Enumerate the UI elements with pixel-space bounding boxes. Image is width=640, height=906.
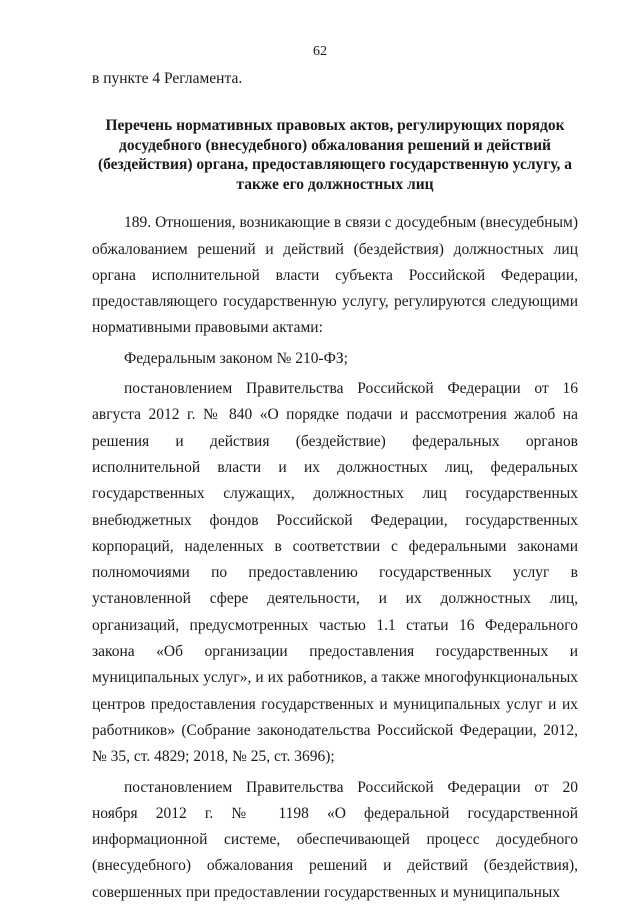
section-heading: Перечень нормативных правовых актов, регулирующих порядок досудебного (внесудебного) обжалования решений и действий (бездействия) органа, предоставляющего государственную услугу, а также его должностных лиц <box>97 117 573 193</box>
page-number: 62 <box>313 44 327 59</box>
paragraph-189: 189. Отношения, возникающие в связи с досудебным (внесудебным) обжалованием решений и действий (бездействия) должностных лиц органа исполнительной власти субъекта Российской Федерации, предоставляющего государственную услугу, регулируются следующими нормативными правовыми актами: <box>92 214 578 337</box>
paragraph-resolution-1198: постановлением Правительства Российской Федерации от 20 ноября 2012 г. № 1198 «О федеральной государственной информационной системе, обеспечивающей процесс досудебного (внесудебного) обжалования решений и действий (бездействия), совершенных при предоставлении государственных и муниципальных <box>92 778 578 901</box>
paragraph-resolution-840: постановлением Правительства Российской Федерации от 16 августа 2012 г. № 840 «О порядке подачи и рассмотрения жалоб на решения и действия (бездействие) федеральных органов исполнительной власти и их должностных лиц, федеральных государственных служащих, должностных лиц государственных внебюджетных фондов Российской Федерации, государственных корпораций, наделенных в соответствии с федеральными законами полномочиями по предоставлению государственных услуг в установленной сфере деятельности, и их должностных лиц, организаций, предусмотренных частью 1.1 статьи 16 Федерального закона «Об организации предоставления государственных и муниципальных услуг», и их работников, а также многофункциональных центров предоставления государственных и муниципальных услуг и их работников» (Собрание законодательства Российской Федерации, 2012, № 35, ст. 4829; 2018, № 25, ст. 3696); <box>92 380 578 766</box>
document-body <box>92 66 578 906</box>
paragraph-federal-law: Федеральным законом № 210-ФЗ; <box>124 349 348 367</box>
lead-text: в пункте 4 Регламента. <box>92 70 243 87</box>
